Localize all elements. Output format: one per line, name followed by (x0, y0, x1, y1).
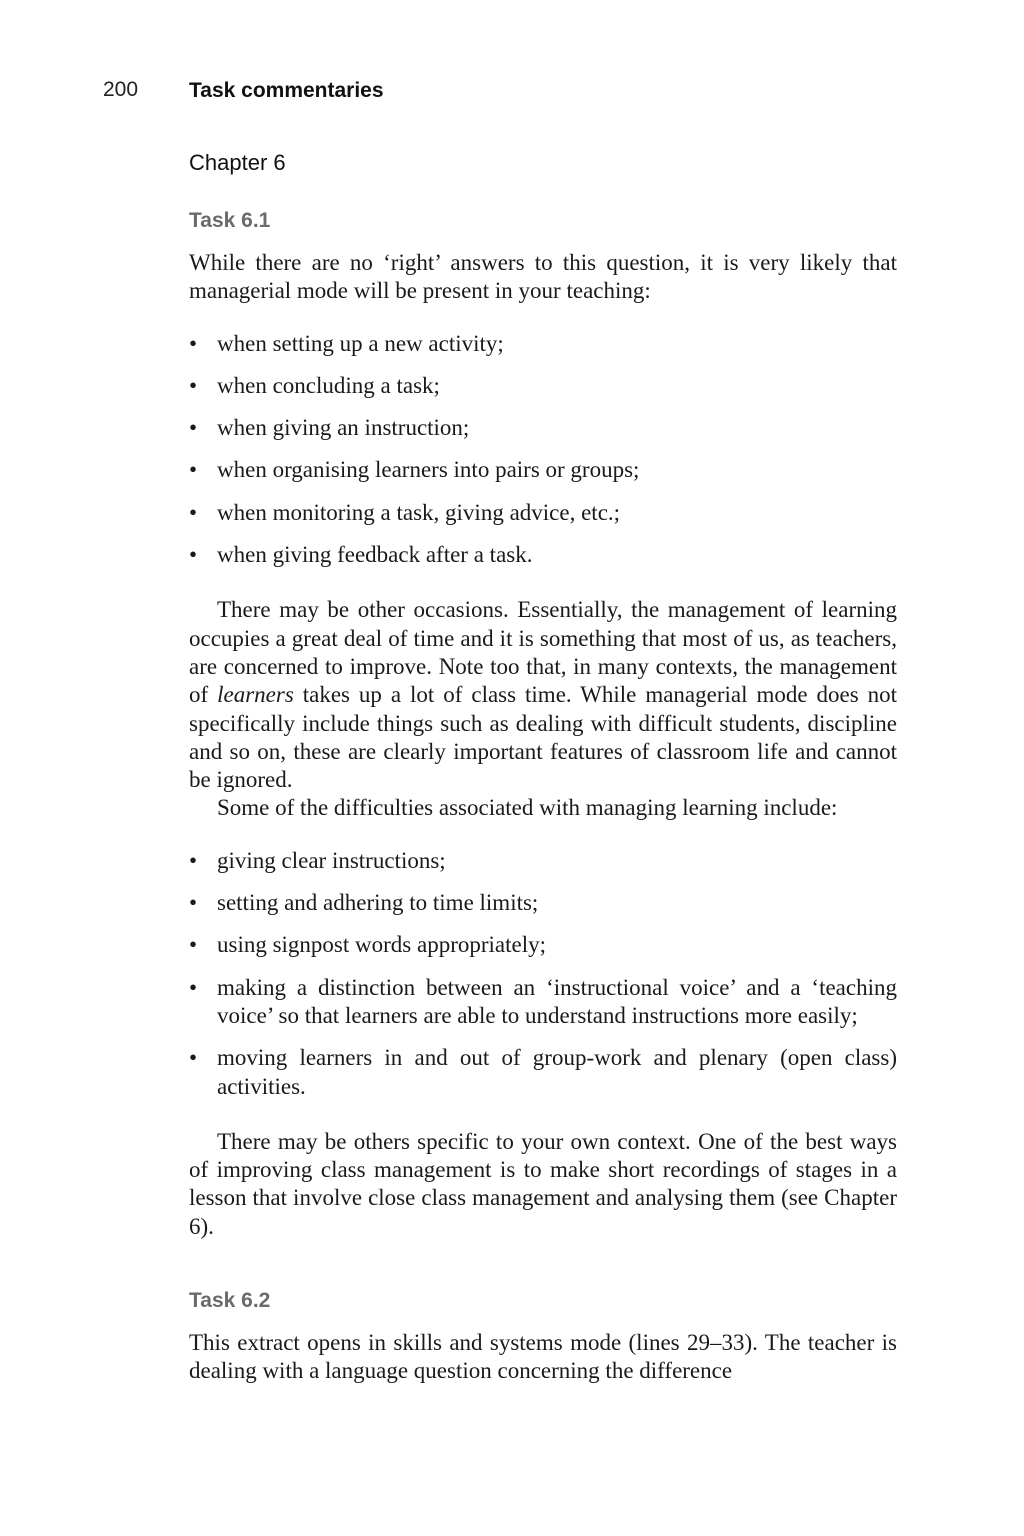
list-item: • making a distinction between an ‘instructional voice’ and a ‘teaching voice’ so that learners are able to understand instructions more easily; (189, 974, 897, 1028)
list-item: • when organising learners into pairs or groups; (189, 456, 897, 484)
bullet-icon: • (189, 932, 198, 958)
list-item: • giving clear instructions; (189, 847, 897, 875)
page-content (189, 148, 897, 1386)
task-6-1-heading: Task 6.1 (189, 209, 271, 232)
section-gap (189, 1241, 897, 1287)
task-6-1-paragraph-1: There may be other occasions. Essentially, the management of learning occupies a great deal of time and it is something that most of us, as teachers, are concerned to improve. Note too that, in many contexts, the management of learners takes up a lot of class time. While managerial mode does not specifically include things such as dealing with difficult students, discipline and so on, these are clearly important features of classroom life and cannot be ignored. (189, 597, 897, 793)
bullet-icon: • (189, 372, 198, 398)
running-title: Task commentaries (189, 79, 384, 102)
task-6-1-intro: While there are no ‘right’ answers to this question, it is very likely that managerial mode will be present in your teaching: (189, 250, 897, 304)
difficulties-list (189, 847, 897, 1101)
list-item: • setting and adhering to time limits; (189, 889, 897, 917)
task-6-1-paragraph-2: Some of the difficulties associated with managing learning include: (217, 795, 838, 821)
managerial-mode-list (189, 330, 897, 570)
task-6-2-intro: This extract opens in skills and systems mode (lines 29–33). The teacher is dealing with a language question concerning the difference (189, 1330, 897, 1384)
list-item: • moving learners in and out of group-work and plenary (open class) activities. (189, 1045, 897, 1099)
task-6-2-heading: Task 6.2 (189, 1289, 271, 1313)
bullet-icon: • (189, 974, 198, 1000)
chapter-heading: Chapter 6 (189, 150, 286, 175)
bullet-icon: • (189, 415, 198, 441)
bullet-icon: • (189, 457, 198, 483)
task-6-1-paragraph-3: There may be others specific to your own context. One of the best ways of improving class management is to make short recordings of stages in a lesson that involve close class management and analysing them (see Chapter 6). (189, 1128, 897, 1239)
list-item: • when setting up a new activity; (189, 330, 897, 358)
bullet-icon: • (189, 890, 198, 916)
emphasis-learners: learners (217, 682, 294, 708)
bullet-icon: • (189, 847, 198, 873)
list-item: • when giving feedback after a task. (189, 541, 897, 569)
page-number: 200 (103, 78, 139, 101)
list-item: • when concluding a task; (189, 372, 897, 400)
list-item: • using signpost words appropriately; (189, 931, 897, 959)
bullet-icon: • (189, 542, 198, 568)
list-item: • when monitoring a task, giving advice, etc.; (189, 499, 897, 527)
list-item: • when giving an instruction; (189, 414, 897, 442)
bullet-icon: • (189, 499, 198, 525)
bullet-icon: • (189, 1045, 198, 1071)
bullet-icon: • (189, 330, 198, 356)
